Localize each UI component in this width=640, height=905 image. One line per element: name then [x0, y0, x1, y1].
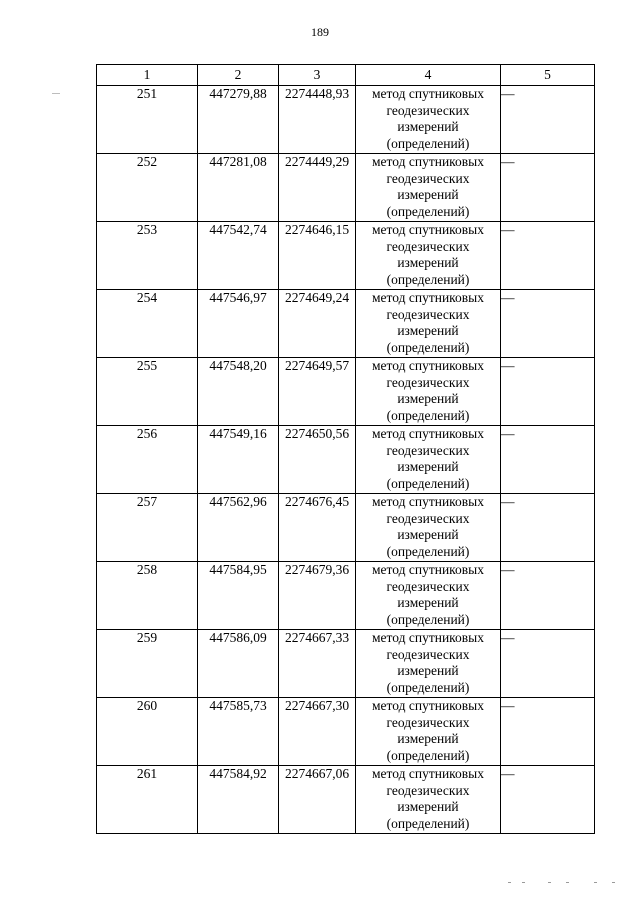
coordinate-x: 447542,74: [198, 222, 279, 290]
method-text: метод спутниковых геодезических измерений (определений): [356, 766, 501, 834]
method-text: метод спутниковых геодезических измерений (определений): [356, 86, 501, 154]
note-dash: —: [501, 766, 595, 834]
coordinate-y: 2274449,29: [279, 154, 356, 222]
table-row: [97, 562, 595, 630]
coordinate-x: 447279,88: [198, 86, 279, 154]
note-dash: —: [501, 290, 595, 358]
point-number: 256: [97, 426, 198, 494]
point-number: 253: [97, 222, 198, 290]
method-text: метод спутниковых геодезических измерений (определений): [356, 426, 501, 494]
page-number: 189: [311, 25, 329, 39]
point-number: 251: [97, 86, 198, 154]
note-dash: —: [501, 426, 595, 494]
scan-dot: [566, 882, 569, 883]
coordinate-y: 2274679,36: [279, 562, 356, 630]
method-text: метод спутниковых геодезических измерений (определений): [356, 562, 501, 630]
coordinate-x: 447562,96: [198, 494, 279, 562]
coordinate-x: 447586,09: [198, 630, 279, 698]
note-dash: —: [501, 86, 595, 154]
coordinate-y: 2274667,06: [279, 766, 356, 834]
table-row: [97, 766, 595, 834]
coordinates-table: [96, 64, 595, 834]
coordinate-y: 2274649,24: [279, 290, 356, 358]
point-number: 252: [97, 154, 198, 222]
table-row: [97, 86, 595, 154]
table-row: [97, 426, 595, 494]
note-dash: —: [501, 494, 595, 562]
method-text: метод спутниковых геодезических измерений (определений): [356, 358, 501, 426]
point-number: 259: [97, 630, 198, 698]
point-number: 258: [97, 562, 198, 630]
point-number: 261: [97, 766, 198, 834]
table-row: [97, 698, 595, 766]
header-cell: 4: [356, 65, 501, 86]
header-cell: 1: [97, 65, 198, 86]
method-text: метод спутниковых геодезических измерений (определений): [356, 222, 501, 290]
point-number: 260: [97, 698, 198, 766]
coordinate-x: 447584,95: [198, 562, 279, 630]
coordinate-y: 2274448,93: [279, 86, 356, 154]
method-text: метод спутниковых геодезических измерений (определений): [356, 630, 501, 698]
coordinate-y: 2274650,56: [279, 426, 356, 494]
scan-dot: [612, 882, 615, 883]
scan-dot: [548, 882, 551, 883]
method-text: метод спутниковых геодезических измерений (определений): [356, 154, 501, 222]
note-dash: —: [501, 358, 595, 426]
method-text: метод спутниковых геодезических измерений (определений): [356, 494, 501, 562]
header-cell: 3: [279, 65, 356, 86]
coordinate-x: 447585,73: [198, 698, 279, 766]
point-number: 257: [97, 494, 198, 562]
coordinate-y: 2274667,30: [279, 698, 356, 766]
note-dash: —: [501, 630, 595, 698]
point-number: 254: [97, 290, 198, 358]
coordinate-x: 447546,97: [198, 290, 279, 358]
header-cell: 2: [198, 65, 279, 86]
scan-dot: [508, 882, 511, 883]
method-text: метод спутниковых геодезических измерений (определений): [356, 698, 501, 766]
table-row: [97, 494, 595, 562]
coordinate-y: 2274667,33: [279, 630, 356, 698]
point-number: 255: [97, 358, 198, 426]
coordinate-y: 2274646,15: [279, 222, 356, 290]
note-dash: —: [501, 562, 595, 630]
note-dash: —: [501, 222, 595, 290]
table-row: [97, 630, 595, 698]
coordinate-y: 2274649,57: [279, 358, 356, 426]
scan-dot: [594, 882, 597, 883]
coordinate-x: 447548,20: [198, 358, 279, 426]
header-cell: 5: [501, 65, 595, 86]
coordinate-x: 447281,08: [198, 154, 279, 222]
scan-artifact: [508, 882, 628, 888]
coordinate-x: 447584,92: [198, 766, 279, 834]
margin-mark: [52, 93, 60, 94]
table-row: [97, 222, 595, 290]
note-dash: —: [501, 154, 595, 222]
table-row: [97, 358, 595, 426]
method-text: метод спутниковых геодезических измерений (определений): [356, 290, 501, 358]
table-row: [97, 290, 595, 358]
scan-dot: [522, 882, 525, 883]
header-row: [97, 65, 595, 86]
note-dash: —: [501, 698, 595, 766]
table-row: [97, 154, 595, 222]
coordinate-y: 2274676,45: [279, 494, 356, 562]
coordinate-x: 447549,16: [198, 426, 279, 494]
